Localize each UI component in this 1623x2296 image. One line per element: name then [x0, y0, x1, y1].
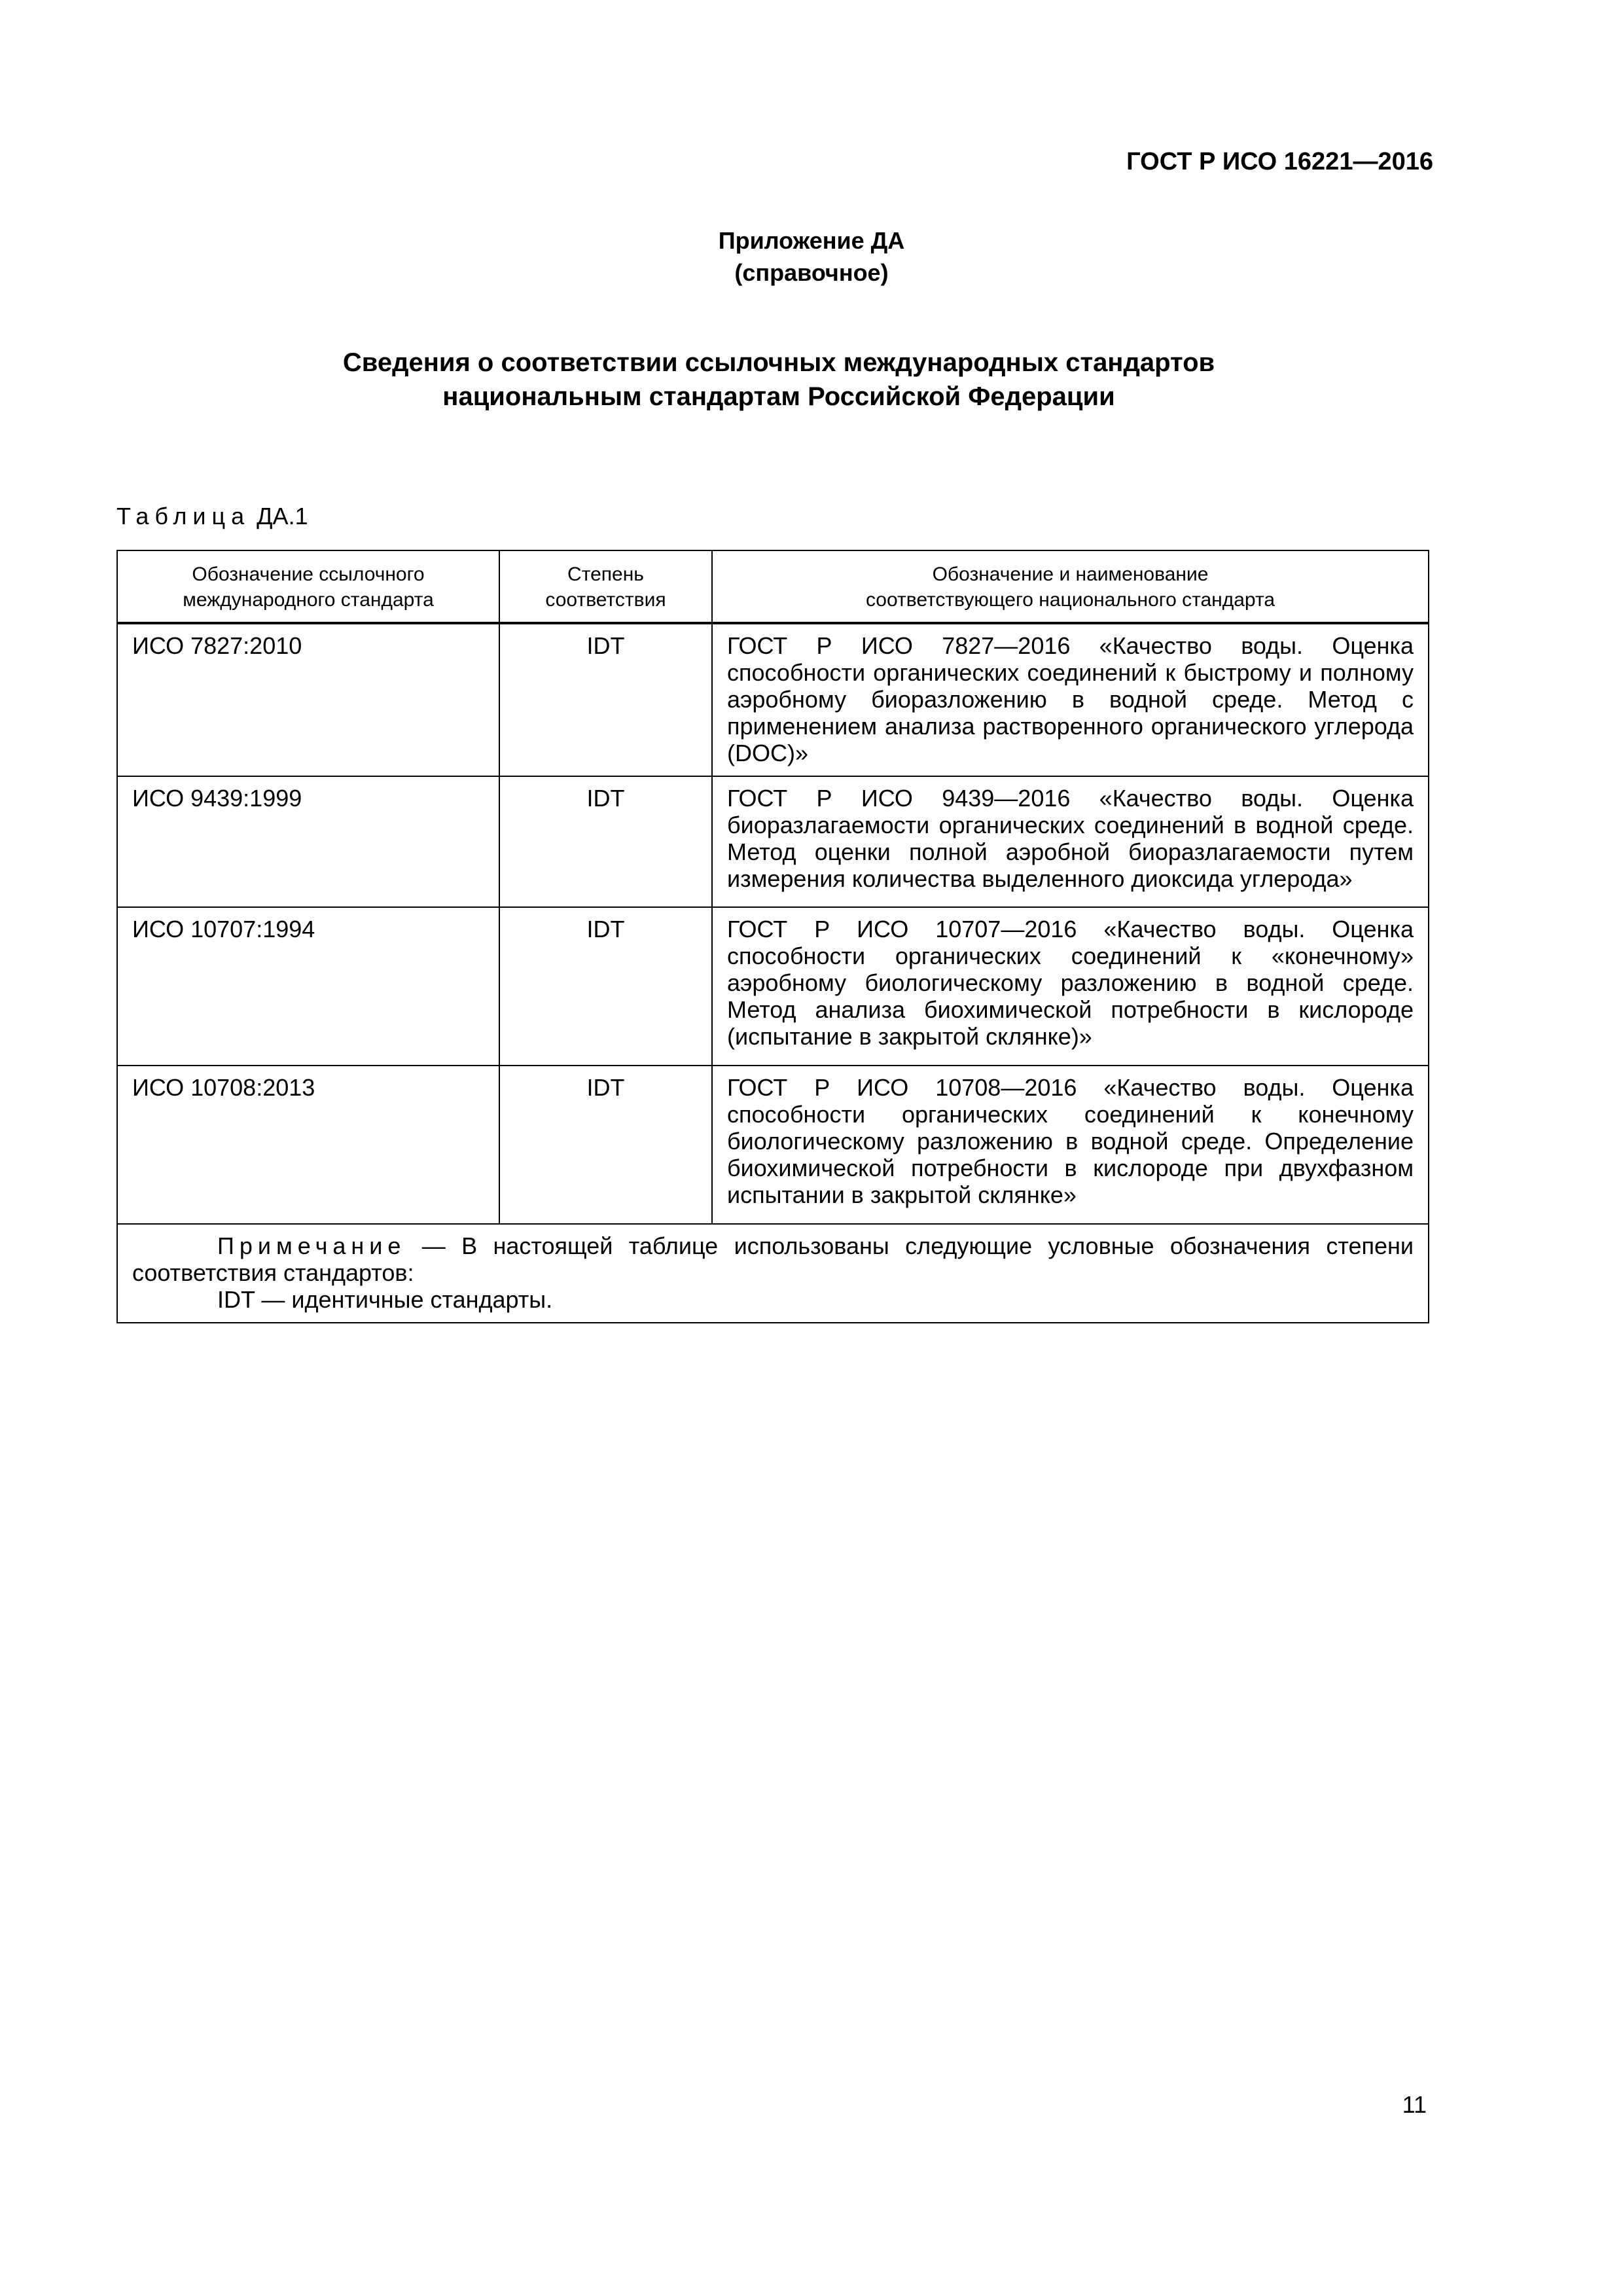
cell-reference-code: ИСО 7827:2010 — [117, 623, 499, 776]
cell-degree: IDT — [499, 1066, 712, 1224]
header-reference-standard-line-1: Обозначение ссылочного — [192, 564, 425, 585]
cell-degree: IDT — [499, 907, 712, 1066]
table-note — [117, 1224, 1429, 1323]
table-header-row — [117, 550, 1429, 623]
table-row — [117, 623, 1429, 776]
table-caption-label: Таблица — [116, 503, 251, 529]
table-row — [117, 907, 1429, 1066]
cell-national-standard: ГОСТ Р ИСО 9439—2016 «Качество воды. Оценка биоразлагаемости органических соединений в водной среде. Метод оценки полной аэробной биоразлагаемости путем измерения количества выделенного диоксида углерода» — [712, 776, 1429, 907]
cell-reference-code: ИСО 10708:2013 — [117, 1066, 499, 1224]
cell-national-standard: ГОСТ Р ИСО 10707—2016 «Качество воды. Оценка способности органических соединений к «конечному» аэробному биологическому разложению в водной среде. Метод анализа биохимической потребности в кислороде (испытание в закрытой склянке)» — [712, 907, 1429, 1066]
header-degree-of-correspondence — [499, 550, 712, 623]
cell-national-standard: ГОСТ Р ИСО 10708—2016 «Качество воды. Оценка способности органических соединений к конечному биологическому разложению в водной среде. Определение биохимической потребности в кислороде при двухфазном испытании в закрытой склянке» — [712, 1066, 1429, 1224]
table-note-row — [117, 1224, 1429, 1323]
correspondence-table — [116, 550, 1429, 1323]
header-degree-line-2: соответствия — [545, 589, 666, 611]
header-national-standard — [712, 550, 1429, 623]
table-caption-number: ДА.1 — [257, 503, 308, 529]
annex-title: Приложение ДА — [718, 227, 905, 254]
note-text — [132, 1232, 1414, 1286]
cell-degree: IDT — [499, 776, 712, 907]
cell-degree: IDT — [499, 623, 712, 776]
header-reference-standard-line-2: международного стандарта — [183, 589, 434, 611]
cell-reference-code: ИСО 9439:1999 — [117, 776, 499, 907]
table-caption — [116, 503, 308, 530]
cell-reference-code: ИСО 10707:1994 — [117, 907, 499, 1066]
annex-heading-line-1: Сведения о соответствии ссылочных международных стандартов — [342, 348, 1215, 377]
header-degree-line-1: Степень — [567, 564, 644, 585]
page-number: 11 — [1402, 2091, 1427, 2118]
table-row — [117, 1066, 1429, 1224]
header-national-standard-line-1: Обозначение и наименование — [932, 564, 1209, 585]
table-row — [117, 776, 1429, 907]
document-code: ГОСТ Р ИСО 16221—2016 — [1126, 148, 1433, 175]
annex-heading — [0, 346, 1558, 414]
header-national-standard-line-2: соответствующего национального стандарта — [865, 589, 1275, 611]
annex-heading-line-2: национальным стандартам Российской Федерации — [442, 382, 1115, 411]
header-reference-standard — [117, 550, 499, 623]
annex-status: (справочное) — [734, 259, 889, 286]
note-label: Примечание — [217, 1232, 406, 1259]
cell-national-standard: ГОСТ Р ИСО 7827—2016 «Качество воды. Оценка способности органических соединений к быстрому и полному аэробному биоразложению в водной среде. Метод с применением анализа растворенного органического углерода (DOC)» — [712, 623, 1429, 776]
note-body: — В настоящей таблице использованы следующие условные обозначения степени соответствия стандартов: — [132, 1232, 1414, 1286]
note-legend: IDT — идентичные стандарты. — [217, 1286, 553, 1313]
